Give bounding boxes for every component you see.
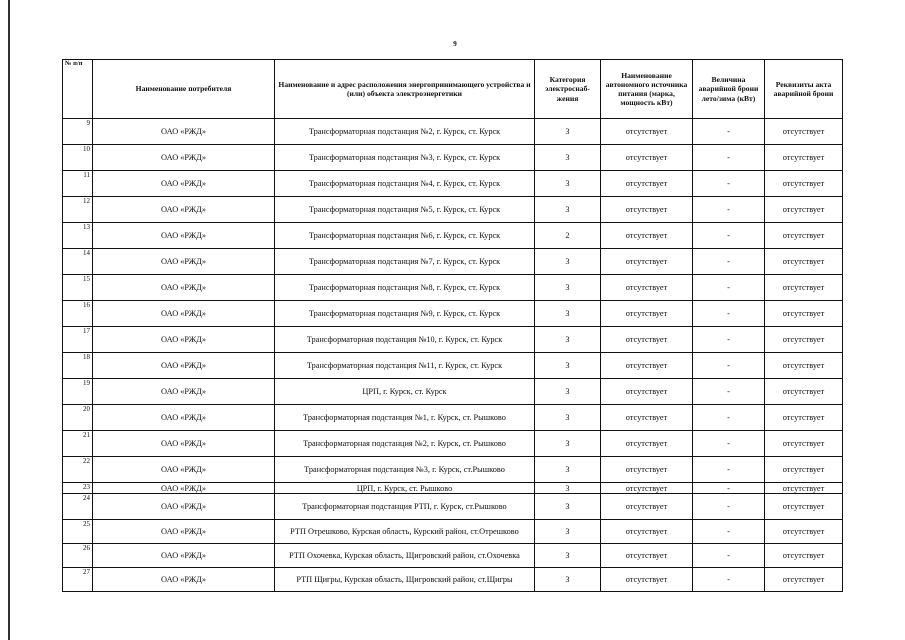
row-number-cell: 13 [63, 223, 93, 249]
table-row [63, 119, 843, 145]
address-cell: Трансформаторная подстанция №8, г. Курск, ст. Курск [275, 275, 535, 301]
consumer-cell: ОАО «РЖД» [93, 249, 275, 275]
category-cell: 3 [535, 405, 601, 431]
table-body [63, 119, 843, 592]
autonomous-source-cell: отсутствует [601, 379, 693, 405]
autonomous-source-cell: отсутствует [601, 301, 693, 327]
emergency-reserve-cell: - [693, 405, 765, 431]
category-cell: 3 [535, 431, 601, 457]
category-cell: 3 [535, 327, 601, 353]
category-cell: 3 [535, 301, 601, 327]
consumer-cell: ОАО «РЖД» [93, 544, 275, 568]
emergency-reserve-cell: - [693, 457, 765, 483]
autonomous-source-cell: отсутствует [601, 431, 693, 457]
consumer-cell: ОАО «РЖД» [93, 457, 275, 483]
emergency-reserve-cell: - [693, 494, 765, 520]
page-number: 9 [453, 40, 457, 48]
autonomous-source-cell: отсутствует [601, 457, 693, 483]
consumer-cell: ОАО «РЖД» [93, 301, 275, 327]
category-cell: 3 [535, 171, 601, 197]
act-details-cell: отсутствует [765, 301, 843, 327]
autonomous-source-cell: отсутствует [601, 483, 693, 494]
emergency-reserve-cell: - [693, 197, 765, 223]
act-details-cell: отсутствует [765, 327, 843, 353]
table-row [63, 494, 843, 520]
consumer-cell: ОАО «РЖД» [93, 353, 275, 379]
table-row [63, 171, 843, 197]
emergency-reserve-cell: - [693, 353, 765, 379]
category-cell: 3 [535, 520, 601, 544]
act-details-cell: отсутствует [765, 431, 843, 457]
address-cell: Трансформаторная подстанция №3, г. Курск, ст.Рышково [275, 457, 535, 483]
category-cell: 3 [535, 544, 601, 568]
address-cell: ЦРП, г. Курск, ст. Курск [275, 379, 535, 405]
autonomous-source-cell: отсутствует [601, 145, 693, 171]
autonomous-source-cell: отсутствует [601, 249, 693, 275]
table-row [63, 223, 843, 249]
row-number-cell: 17 [63, 327, 93, 353]
autonomous-source-cell: отсутствует [601, 275, 693, 301]
autonomous-source-cell: отсутствует [601, 223, 693, 249]
emergency-reserve-cell: - [693, 145, 765, 171]
emergency-reserve-cell: - [693, 520, 765, 544]
address-cell: Трансформаторная подстанция №1, г. Курск, ст. Рышково [275, 405, 535, 431]
autonomous-source-cell: отсутствует [601, 494, 693, 520]
consumer-cell: ОАО «РЖД» [93, 145, 275, 171]
autonomous-source-cell: отсутствует [601, 197, 693, 223]
act-details-cell: отсутствует [765, 197, 843, 223]
table-header [63, 60, 843, 119]
act-details-cell: отсутствует [765, 483, 843, 494]
act-details-cell: отсутствует [765, 405, 843, 431]
category-cell: 2 [535, 223, 601, 249]
emergency-reserve-cell: - [693, 568, 765, 592]
emergency-reserve-cell: - [693, 379, 765, 405]
autonomous-source-cell: отсутствует [601, 353, 693, 379]
consumer-cell: ОАО «РЖД» [93, 171, 275, 197]
header-act-details: Реквизиты акта аварийной брони [765, 60, 843, 119]
table-row [63, 145, 843, 171]
table-row [63, 568, 843, 592]
address-cell: Трансформаторная подстанция №11, г. Курск, ст. Курск [275, 353, 535, 379]
act-details-cell: отсутствует [765, 353, 843, 379]
category-cell: 3 [535, 145, 601, 171]
category-cell: 3 [535, 457, 601, 483]
act-details-cell: отсутствует [765, 145, 843, 171]
category-cell: 3 [535, 119, 601, 145]
table-row [63, 353, 843, 379]
row-number-cell: 24 [63, 494, 93, 520]
consumer-cell: ОАО «РЖД» [93, 197, 275, 223]
consumer-cell: ОАО «РЖД» [93, 568, 275, 592]
emergency-reserve-cell: - [693, 275, 765, 301]
row-number-cell: 23 [63, 483, 93, 494]
consumer-cell: ОАО «РЖД» [93, 223, 275, 249]
address-cell: РТП Охочевка, Курская область, Щигровский район, ст.Охочевка [275, 544, 535, 568]
act-details-cell: отсутствует [765, 275, 843, 301]
consumer-cell: ОАО «РЖД» [93, 275, 275, 301]
row-number-cell: 12 [63, 197, 93, 223]
consumer-cell: ОАО «РЖД» [93, 483, 275, 494]
act-details-cell: отсутствует [765, 379, 843, 405]
row-number-cell: 21 [63, 431, 93, 457]
address-cell: Трансформаторная подстанция №6, г. Курск, ст. Курск [275, 223, 535, 249]
autonomous-source-cell: отсутствует [601, 119, 693, 145]
category-cell: 3 [535, 494, 601, 520]
category-cell: 3 [535, 568, 601, 592]
consumer-cell: ОАО «РЖД» [93, 119, 275, 145]
act-details-cell: отсутствует [765, 544, 843, 568]
emergency-reserve-cell: - [693, 544, 765, 568]
autonomous-source-cell: отсутствует [601, 544, 693, 568]
address-cell: Трансформаторная подстанция №4, г. Курск, ст. Курск [275, 171, 535, 197]
act-details-cell: отсутствует [765, 494, 843, 520]
address-cell: РТП Отрешково, Курская область, Курский район, ст.Отрешково [275, 520, 535, 544]
category-cell: 3 [535, 197, 601, 223]
row-number-cell: 27 [63, 568, 93, 592]
table-row [63, 520, 843, 544]
category-cell: 3 [535, 249, 601, 275]
row-number-cell: 15 [63, 275, 93, 301]
row-number-cell: 11 [63, 171, 93, 197]
emergency-reserve-cell: - [693, 301, 765, 327]
emergency-reserve-cell: - [693, 483, 765, 494]
category-cell: 3 [535, 353, 601, 379]
address-cell: Трансформаторная подстанция №3, г. Курск, ст. Курск [275, 145, 535, 171]
act-details-cell: отсутствует [765, 119, 843, 145]
table-row [63, 544, 843, 568]
autonomous-source-cell: отсутствует [601, 568, 693, 592]
emergency-reserve-cell: - [693, 171, 765, 197]
header-emergency-reserve: Величина аварийной брони лето/зима (кВт) [693, 60, 765, 119]
header-consumer: Наименование потребителя [93, 60, 275, 119]
row-number-cell: 16 [63, 301, 93, 327]
header-row [63, 60, 843, 119]
consumer-cell: ОАО «РЖД» [93, 379, 275, 405]
autonomous-source-cell: отсутствует [601, 171, 693, 197]
category-cell: 3 [535, 483, 601, 494]
address-cell: Трансформаторная подстанция №7, г. Курск, ст. Курск [275, 249, 535, 275]
row-number-cell: 10 [63, 145, 93, 171]
emergency-reserve-cell: - [693, 119, 765, 145]
consumer-cell: ОАО «РЖД» [93, 520, 275, 544]
address-cell: Трансформаторная подстанция №2, г. Курск, ст. Курск [275, 119, 535, 145]
emergency-reserve-cell: - [693, 327, 765, 353]
category-cell: 3 [535, 379, 601, 405]
act-details-cell: отсутствует [765, 520, 843, 544]
table-row [63, 327, 843, 353]
table-row [63, 197, 843, 223]
act-details-cell: отсутствует [765, 568, 843, 592]
address-cell: Трансформаторная подстанция РТП, г. Курск, ст.Рышково [275, 494, 535, 520]
page-edge-line [8, 0, 10, 640]
table-row [63, 483, 843, 494]
address-cell: Трансформаторная подстанция №10, г. Курск, ст. Курск [275, 327, 535, 353]
address-cell: ЦРП, г. Курск, ст. Рышково [275, 483, 535, 494]
table-row [63, 431, 843, 457]
autonomous-source-cell: отсутствует [601, 405, 693, 431]
table-row [63, 275, 843, 301]
address-cell: Трансформаторная подстанция №5, г. Курск, ст. Курск [275, 197, 535, 223]
row-number-cell: 14 [63, 249, 93, 275]
row-number-cell: 22 [63, 457, 93, 483]
table-row [63, 405, 843, 431]
row-number-cell: 19 [63, 379, 93, 405]
autonomous-source-cell: отсутствует [601, 327, 693, 353]
header-autonomous-source: Наименование автономного источника питания (марка, мощность кВт) [601, 60, 693, 119]
category-cell: 3 [535, 275, 601, 301]
consumer-cell: ОАО «РЖД» [93, 405, 275, 431]
table-row [63, 301, 843, 327]
consumer-cell: ОАО «РЖД» [93, 327, 275, 353]
act-details-cell: отсутствует [765, 249, 843, 275]
address-cell: Трансформаторная подстанция №9, г. Курск, ст. Курск [275, 301, 535, 327]
consumer-cell: ОАО «РЖД» [93, 494, 275, 520]
table-row [63, 249, 843, 275]
consumer-registry-table [62, 59, 843, 592]
autonomous-source-cell: отсутствует [601, 520, 693, 544]
header-category: Категория электроснаб-жения [535, 60, 601, 119]
emergency-reserve-cell: - [693, 431, 765, 457]
table-row [63, 457, 843, 483]
row-number-cell: 26 [63, 544, 93, 568]
row-number-cell: 9 [63, 119, 93, 145]
address-cell: РТП Щигры, Курская область, Щигровский район, ст.Щигры [275, 568, 535, 592]
emergency-reserve-cell: - [693, 223, 765, 249]
address-cell: Трансформаторная подстанция №2, г. Курск, ст. Рышково [275, 431, 535, 457]
emergency-reserve-cell: - [693, 249, 765, 275]
act-details-cell: отсутствует [765, 457, 843, 483]
row-number-cell: 20 [63, 405, 93, 431]
row-number-cell: 18 [63, 353, 93, 379]
header-num: № п/п [63, 60, 93, 119]
row-number-cell: 25 [63, 520, 93, 544]
header-address: Наименование и адрес расположения энергопринимающего устройства и (или) объекта электроэнергетики [275, 60, 535, 119]
consumer-cell: ОАО «РЖД» [93, 431, 275, 457]
act-details-cell: отсутствует [765, 171, 843, 197]
table-row [63, 379, 843, 405]
act-details-cell: отсутствует [765, 223, 843, 249]
